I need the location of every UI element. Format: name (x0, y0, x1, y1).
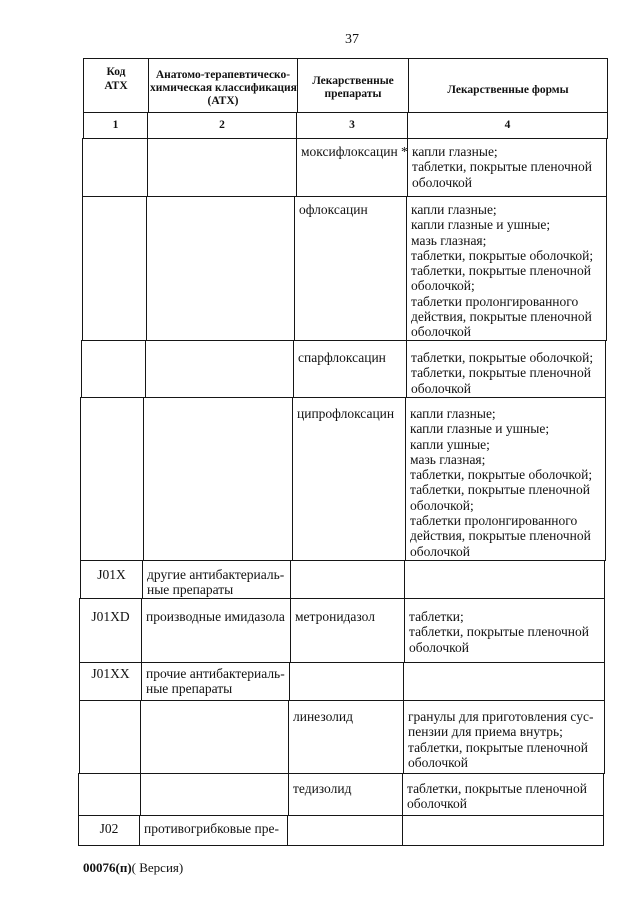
cell-atc-classification: производные имидазола (141, 598, 291, 663)
cell-dosage-forms: таблетки, покрытые оболочкой; таблетки, покрытые пленочной оболочкой (406, 340, 606, 398)
cell-atc-classification (140, 773, 289, 816)
cell-atc-code: J01XX (79, 662, 142, 701)
footer-version: ( Версия) (131, 860, 184, 875)
cell-drug: офлоксацин (294, 196, 407, 341)
cell-atc-code: J01X (80, 560, 143, 599)
column-number: 3 (296, 112, 408, 139)
cell-dosage-forms (403, 662, 605, 701)
column-number: 2 (147, 112, 297, 139)
cell-dosage-forms: таблетки; таблетки, покрытые пленочной оболочкой (404, 598, 605, 663)
cell-atc-code (82, 138, 148, 197)
table-row (0, 340, 640, 398)
cell-atc-classification: прочие антибактериаль- ные препараты (141, 662, 290, 701)
page-footer (83, 860, 183, 876)
cell-dosage-forms (402, 815, 604, 846)
cell-drug: тедизолид (288, 773, 403, 816)
footer-doc-code: 00076(п) (83, 860, 132, 875)
cell-atc-code (80, 397, 144, 561)
table-row (0, 397, 640, 561)
header-dosage-forms: Лекарственные формы (408, 58, 608, 113)
cell-atc-classification (147, 138, 297, 197)
cell-atc-classification (145, 340, 294, 398)
column-number-row (0, 112, 640, 139)
table-row (0, 598, 640, 663)
cell-atc-code (81, 340, 146, 398)
cell-drug: метронидазол (290, 598, 405, 663)
cell-dosage-forms: капли глазные; таблетки, покрытые пленочной оболочкой (407, 138, 607, 197)
table-row (0, 700, 640, 774)
table-header-row (0, 58, 640, 113)
cell-drug (287, 815, 403, 846)
table-row (0, 773, 640, 816)
cell-drug: ципрофлоксацин (292, 397, 406, 561)
table-row (0, 138, 640, 197)
cell-atc-classification (146, 196, 295, 341)
cell-dosage-forms: таблетки, покрытые пленочной оболочкой (402, 773, 604, 816)
cell-atc-classification: противогрибковые пре- (139, 815, 288, 846)
column-number: 4 (407, 112, 608, 139)
table-row (0, 560, 640, 599)
cell-atc-code (82, 196, 147, 341)
header-atc-code: Код АТХ (83, 58, 149, 113)
cell-dosage-forms: капли глазные; капли глазные и ушные; мазь глазная; таблетки, покрытые оболочкой; таблетки, покрытые пленочной оболочкой; таблетки пролонгированного действия, покрытые пленочной оболочкой (406, 196, 607, 341)
cell-drug: линезолид (288, 700, 404, 774)
cell-drug (290, 560, 405, 599)
cell-dosage-forms: гранулы для приготовления сус- пензии для приема внутрь; таблетки, покрытые пленочной оболочкой (403, 700, 605, 774)
table-row (0, 815, 640, 846)
header-drugs: Лекарственные препараты (297, 58, 409, 113)
cell-atc-code (78, 773, 141, 816)
cell-atc-code (79, 700, 141, 774)
cell-dosage-forms: капли глазные; капли глазные и ушные; капли ушные; мазь глазная; таблетки, покрытые оболочкой; таблетки, покрытые пленочной оболочкой; таблетки пролонгированного действия, покрытые пленочной оболочкой (405, 397, 606, 561)
cell-drug: моксифлоксацин * (296, 138, 408, 197)
cell-drug (289, 662, 404, 701)
cell-dosage-forms (404, 560, 605, 599)
cell-atc-classification: другие антибактериаль- ные препараты (142, 560, 291, 599)
column-number: 1 (83, 112, 148, 139)
cell-atc-code: J01XD (79, 598, 142, 663)
page-number: 37 (345, 32, 359, 47)
table-row (0, 662, 640, 701)
cell-drug: спарфлоксацин (293, 340, 407, 398)
cell-atc-classification (143, 397, 293, 561)
table-row (0, 196, 640, 341)
header-atc-classification: Анатомо-терапевтическо- химическая классификация (АТХ) (148, 58, 298, 113)
cell-atc-classification (140, 700, 289, 774)
cell-atc-code: J02 (78, 815, 140, 846)
